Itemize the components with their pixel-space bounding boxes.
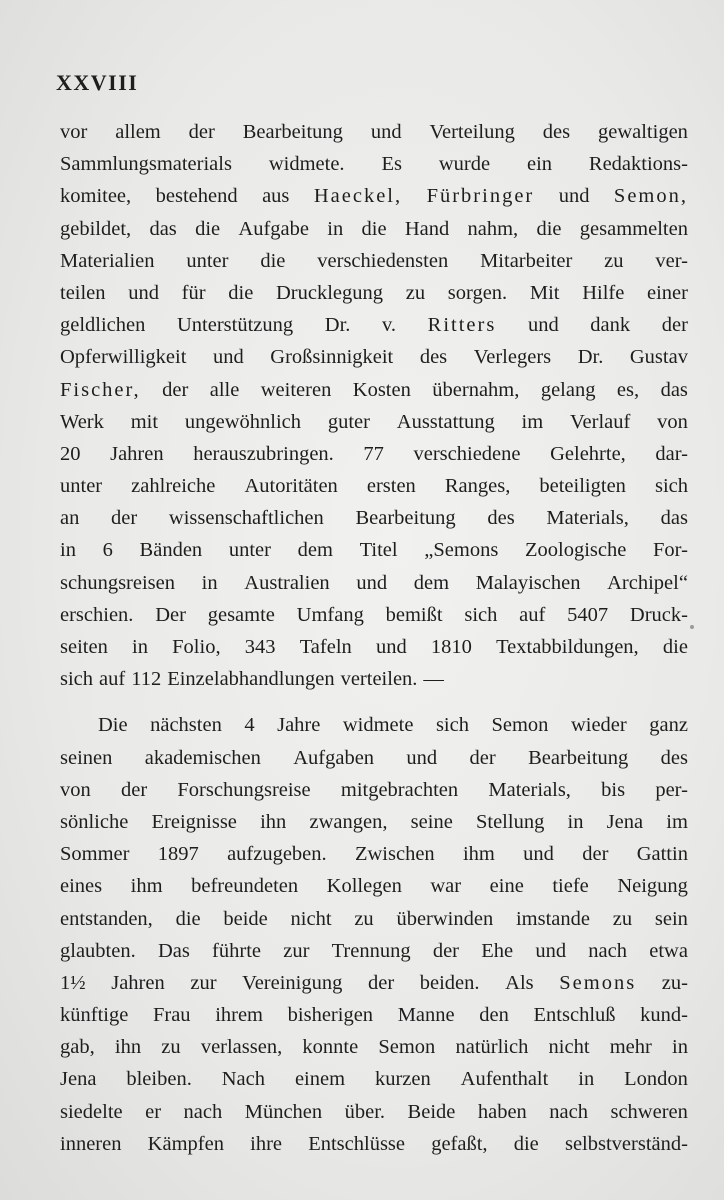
text-line: 20 Jahren herauszubringen. 77 verschiedene Gelehrte, dar- — [60, 442, 688, 465]
text-line: geldlichen Unterstützung Dr. v. Ritters und dank der — [60, 314, 688, 337]
text-line: von der Forschungsreise mitgebrachten Materials, bis per- — [60, 778, 688, 801]
text-line: komitee, bestehend aus Haeckel, Fürbringer und Semon, — [60, 185, 688, 208]
text-line: Materialien unter die verschiedensten Mitarbeiter zu ver- — [60, 249, 688, 272]
text-line: Jena bleiben. Nach einem kurzen Aufenthalt in London — [60, 1068, 688, 1091]
text-line: glaubten. Das führte zur Trennung der Ehe und nach etwa — [60, 939, 688, 962]
text-line: Werk mit ungewöhnlich guter Ausstattung im Verlauf von — [60, 410, 688, 433]
paragraph — [60, 116, 688, 695]
text-line: inneren Kämpfen ihre Entschlüsse gefaßt, die selbstverständ- — [60, 1132, 688, 1155]
text-line: siedelte er nach München über. Beide haben nach schweren — [60, 1100, 688, 1123]
text-line: künftige Frau ihrem bisherigen Manne den Entschluß kund- — [60, 1004, 688, 1027]
text-line: gab, ihn zu verlassen, konnte Semon natürlich nicht mehr in — [60, 1036, 688, 1059]
text-line: Sammlungsmaterials widmete. Es wurde ein Redaktions- — [60, 153, 688, 176]
text-line: entstanden, die beide nicht zu überwinden imstande zu sein — [60, 907, 688, 930]
text-line: teilen und für die Drucklegung zu sorgen. Mit Hilfe einer — [60, 281, 688, 304]
page-number: XXVIII — [56, 70, 139, 95]
text-line: erschien. Der gesamte Umfang bemißt sich auf 5407 Druck- — [60, 603, 688, 626]
body-text — [60, 116, 688, 1160]
paragraph-spacing — [60, 695, 688, 709]
text-line: seinen akademischen Aufgaben und der Bearbeitung des — [60, 746, 688, 769]
paragraph — [60, 709, 688, 1160]
paper-speck — [690, 625, 694, 629]
text-line: unter zahlreiche Autoritäten ersten Ranges, beteiligten sich — [60, 475, 688, 498]
text-line: seiten in Folio, 343 Tafeln und 1810 Textabbildungen, die — [60, 636, 688, 658]
text-line: in 6 Bänden unter dem Titel „Semons Zoologische For- — [60, 539, 688, 562]
text-line: Opferwilligkeit und Großsinnigkeit des Verlegers Dr. Gustav — [60, 346, 688, 369]
text-line: gebildet, das die Aufgabe in die Hand nahm, die gesammelten — [60, 217, 688, 240]
text-line: Sommer 1897 aufzugeben. Zwischen ihm und der Gattin — [60, 843, 688, 866]
text-line: an der wissenschaftlichen Bearbeitung des Materials, das — [60, 507, 688, 530]
text-line: Die nächsten 4 Jahre widmete sich Semon wieder ganz — [98, 714, 688, 737]
text-line: sich auf 112 Einzelabhandlungen verteilen. — — [60, 668, 444, 691]
text-line: sönliche Ereignisse ihn zwangen, seine Stellung in Jena im — [60, 810, 688, 833]
text-line: eines ihm befreundeten Kollegen war eine tiefe Neigung — [60, 875, 688, 898]
text-line: schungsreisen in Australien und dem Malayischen Archipel“ — [60, 571, 688, 594]
text-line: vor allem der Bearbeitung und Verteilung des gewaltigen — [60, 121, 688, 143]
text-line: Fischer, der alle weiteren Kosten übernahm, gelang es, das — [60, 378, 688, 401]
text-line: 1½ Jahren zur Vereinigung der beiden. Als Semons zu- — [60, 971, 688, 994]
